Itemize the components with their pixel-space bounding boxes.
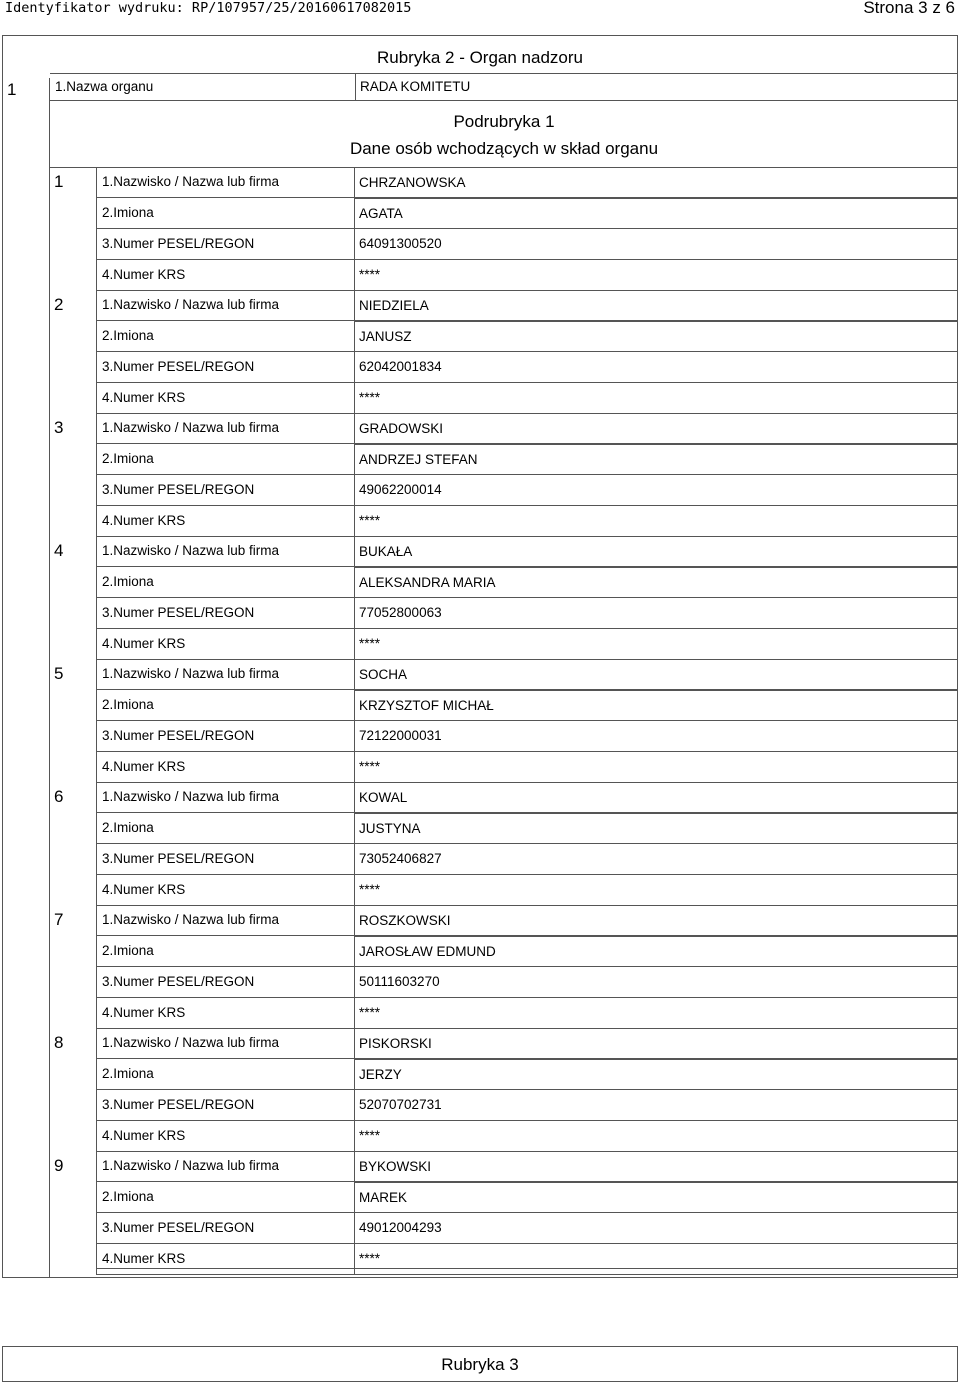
person-field-first-names (97, 690, 958, 721)
field-value: AGATA (354, 198, 958, 228)
person-field-pesel (97, 352, 958, 383)
field-label: 3.Numer PESEL/REGON (102, 1097, 255, 1112)
person-field-krs (97, 875, 958, 906)
next-section-header (2, 1346, 958, 1382)
field-value: **** (354, 383, 958, 413)
field-value: ANDRZEJ STEFAN (354, 444, 958, 474)
next-section-title: Rubryka 3 (441, 1355, 519, 1374)
person-number: 3 (54, 418, 64, 437)
field-label: 4.Numer KRS (102, 1251, 186, 1266)
field-value: BYKOWSKI (354, 1151, 958, 1181)
field-label: 1.Nazwisko / Nazwa lub firma (102, 1035, 280, 1050)
person-field-krs (97, 629, 958, 660)
page-number: Strona 3 z 6 (863, 0, 955, 17)
section-row-number-cell (2, 78, 50, 1278)
field-label: 3.Numer PESEL/REGON (102, 974, 255, 989)
person-field-pesel (97, 844, 958, 875)
person-field-pesel (97, 967, 958, 998)
person-field-first-names (97, 1182, 958, 1213)
person-entry (50, 1029, 958, 1152)
person-field-name (97, 290, 958, 321)
field-label: 2.Imiona (102, 1066, 154, 1081)
person-number-cell (50, 660, 97, 783)
subsection-header (50, 101, 958, 168)
field-value: KOWAL (354, 782, 958, 812)
field-value: 62042001834 (354, 352, 958, 382)
field-value: SOCHA (354, 659, 958, 689)
persons-table (50, 167, 958, 1278)
field-label: 2.Imiona (102, 574, 154, 589)
field-label: 1.Nazwisko / Nazwa lub firma (102, 789, 280, 804)
person-field-pesel (97, 1213, 958, 1244)
field-value: 49062200014 (354, 475, 958, 505)
field-label: 1.Nazwisko / Nazwa lub firma (102, 543, 280, 558)
person-field-first-names (97, 1059, 958, 1090)
subsection-subtitle: Dane osób wchodzących w skład organu (349, 139, 659, 158)
person-field-first-names (97, 444, 958, 475)
field-value: **** (354, 1121, 958, 1151)
field-label: 2.Imiona (102, 328, 154, 343)
field-label: 1.Nazwisko / Nazwa lub firma (102, 912, 280, 927)
section-row-number: 1 (7, 80, 17, 99)
field-value: JAROSŁAW EDMUND (354, 936, 958, 966)
person-field-first-names (97, 321, 958, 352)
field-value: GRADOWSKI (354, 413, 958, 443)
field-label: 4.Numer KRS (102, 636, 186, 651)
person-field-first-names (97, 813, 958, 844)
person-number-cell (50, 414, 97, 537)
field-value: PISKORSKI (354, 1028, 958, 1058)
field-label: 3.Numer PESEL/REGON (102, 728, 255, 743)
person-entry (50, 168, 958, 291)
person-field-pesel (97, 1090, 958, 1121)
field-value: 52070702731 (354, 1090, 958, 1120)
field-label: 3.Numer PESEL/REGON (102, 482, 255, 497)
field-value: **** (354, 998, 958, 1028)
person-field-pesel (97, 475, 958, 506)
field-value: CHRZANOWSKA (354, 167, 958, 197)
person-number: 8 (54, 1033, 64, 1052)
field-label: 1.Nazwisko / Nazwa lub firma (102, 1158, 280, 1173)
subsection-title: Podrubryka 1 (453, 112, 555, 131)
person-field-krs (97, 998, 958, 1029)
person-field-name (97, 1151, 958, 1182)
person-entry (50, 660, 958, 783)
field-label: 1.Nazwisko / Nazwa lub firma (102, 420, 280, 435)
person-field-name (97, 782, 958, 813)
person-field-pesel (97, 229, 958, 260)
field-value: **** (354, 629, 958, 659)
person-number-cell (50, 1029, 97, 1152)
person-field-first-names (97, 567, 958, 598)
person-number-cell (50, 291, 97, 414)
field-label: 1.Nazwisko / Nazwa lub firma (102, 666, 280, 681)
person-field-first-names (97, 936, 958, 967)
field-label: 3.Numer PESEL/REGON (102, 236, 255, 251)
person-entry (50, 906, 958, 1029)
field-value: JUSTYNA (354, 813, 958, 843)
person-entry (50, 291, 958, 414)
person-number: 9 (54, 1156, 64, 1175)
person-field-krs (97, 506, 958, 537)
person-field-krs (97, 260, 958, 291)
person-entry (50, 783, 958, 906)
field-value: JANUSZ (354, 321, 958, 351)
field-value: **** (354, 260, 958, 290)
field-label: 2.Imiona (102, 1189, 154, 1204)
field-value: 73052406827 (354, 844, 958, 874)
field-value: 49012004293 (354, 1213, 958, 1243)
field-value: 77052800063 (354, 598, 958, 628)
person-number: 2 (54, 295, 64, 314)
person-field-name (97, 413, 958, 444)
field-label: 4.Numer KRS (102, 267, 186, 282)
person-number-cell (50, 537, 97, 660)
field-label: 2.Imiona (102, 697, 154, 712)
field-value: MAREK (354, 1182, 958, 1212)
person-number: 1 (54, 172, 64, 191)
field-label: 1.Nazwisko / Nazwa lub firma (102, 297, 280, 312)
person-field-name (97, 536, 958, 567)
field-label: 2.Imiona (102, 943, 154, 958)
field-label: 4.Numer KRS (102, 759, 186, 774)
field-label: 1.Nazwisko / Nazwa lub firma (102, 174, 280, 189)
person-number: 6 (54, 787, 64, 806)
field-value: **** (354, 752, 958, 782)
field-value: 64091300520 (354, 229, 958, 259)
field-value: JERZY (354, 1059, 958, 1089)
field-value: **** (354, 506, 958, 536)
person-field-name (97, 1028, 958, 1059)
field-value: KRZYSZTOF MICHAŁ (354, 690, 958, 720)
person-field-pesel (97, 721, 958, 752)
field-value: ROSZKOWSKI (354, 905, 958, 935)
field-label: 4.Numer KRS (102, 1128, 186, 1143)
field-label: 4.Numer KRS (102, 390, 186, 405)
person-number: 7 (54, 910, 64, 929)
person-field-name (97, 905, 958, 936)
field-value: 50111603270 (354, 967, 958, 997)
field-value: NIEDZIELA (354, 290, 958, 320)
person-field-krs (97, 1121, 958, 1152)
field-label: 2.Imiona (102, 820, 154, 835)
field-value: **** (354, 1244, 958, 1274)
person-field-first-names (97, 198, 958, 229)
field-label: 3.Numer PESEL/REGON (102, 1220, 255, 1235)
organ-name-row (50, 73, 958, 101)
person-number-cell (50, 168, 97, 291)
field-value: BUKAŁA (354, 536, 958, 566)
person-number-cell (50, 1152, 97, 1275)
organ-name-value: RADA KOMITETU (355, 74, 958, 100)
field-value: **** (354, 875, 958, 905)
field-label: 4.Numer KRS (102, 882, 186, 897)
field-label: 3.Numer PESEL/REGON (102, 605, 255, 620)
field-value: ALEKSANDRA MARIA (354, 567, 958, 597)
field-label: 4.Numer KRS (102, 1005, 186, 1020)
person-number: 4 (54, 541, 64, 560)
person-field-name (97, 659, 958, 690)
section-title: Rubryka 2 - Organ nadzoru (377, 48, 583, 67)
person-field-pesel (97, 598, 958, 629)
person-field-krs (97, 752, 958, 783)
field-label: 4.Numer KRS (102, 513, 186, 528)
person-field-krs (97, 383, 958, 414)
person-number: 5 (54, 664, 64, 683)
table-end-row (97, 1268, 958, 1279)
field-label: 2.Imiona (102, 205, 154, 220)
person-field-name (97, 167, 958, 198)
person-entry (50, 1152, 958, 1275)
person-number-cell (50, 783, 97, 906)
field-label: 3.Numer PESEL/REGON (102, 359, 255, 374)
print-header (0, 0, 960, 20)
field-label: 2.Imiona (102, 451, 154, 466)
field-label: 3.Numer PESEL/REGON (102, 851, 255, 866)
field-value: 72122000031 (354, 721, 958, 751)
organ-name-label: 1.Nazwa organu (55, 79, 154, 94)
person-entry (50, 537, 958, 660)
print-id: Identyfikator wydruku: RP/107957/25/20160617082015 (5, 0, 412, 16)
person-number-cell (50, 906, 97, 1029)
person-entry (50, 414, 958, 537)
